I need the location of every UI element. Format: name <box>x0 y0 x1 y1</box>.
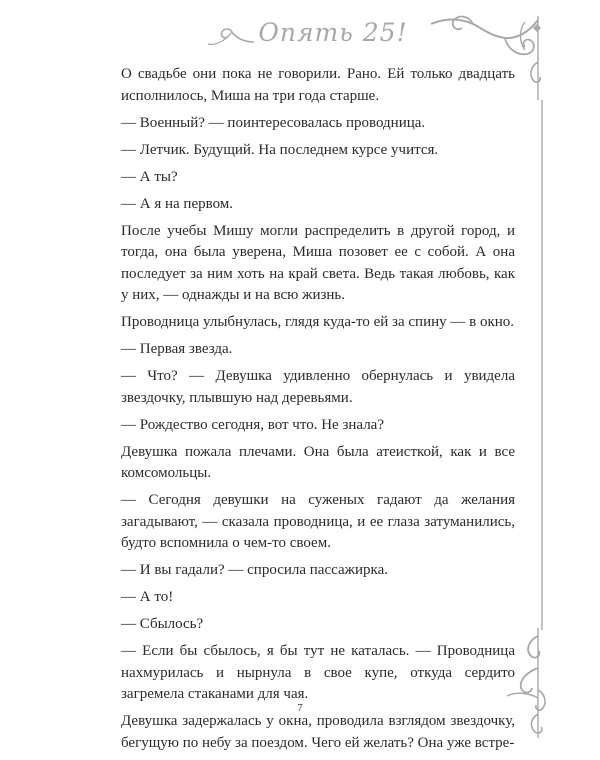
paragraph: — Военный? — поинтересовалась проводница. <box>121 114 426 131</box>
paragraph: Проводница улыбнулась, глядя куда-то ей за спину — в окно. <box>121 314 515 330</box>
paragraph: — И вы гадали? — спросила пассажирка. <box>121 562 388 578</box>
paragraph: — Сбылось? <box>121 616 204 632</box>
paragraph: Девушка пожала плечами. Она была атеисткой, как и все комсомольцы. <box>121 443 515 481</box>
paragraph: — А я на первом. <box>121 195 234 212</box>
paragraph: — А то! <box>121 589 174 605</box>
paragraph: — Сегодня девушки на суженых гадают да желания загадывают, — сказала проводница, и ее глаза затуманились, будто вспомнила о чем-то своем. <box>121 492 515 551</box>
page-number: 7 <box>297 702 303 714</box>
paragraph: — Если бы сбылось, я бы тут не каталась. — Проводница нахмурилась и нырнула в свое купе, откуда сердито загремела стаканами для чая. <box>121 643 515 702</box>
paragraph: — Что? — Девушка удивленно обернулась и увидела звездочку, плывшую над деревьями. <box>121 368 515 406</box>
chapter-header-title: Опять 25! <box>258 18 408 47</box>
body-text <box>121 64 515 760</box>
paragraph: О свадьбе они пока не говорили. Рано. Ей только двадцать исполнилось, Миша на три года старше. <box>121 66 515 104</box>
paragraph: После учебы Мишу могли распределить в другой город, и тогда, она была уверена, Миша позовет ее с собой. А она последует за ним хоть на край света. Ведь такая любовь, как у них, — однажды и на всю жизнь. <box>121 222 515 303</box>
paragraph: — Рождество сегодня, вот что. Не знала? <box>121 416 384 433</box>
paragraph: — Первая звезда. <box>121 341 233 357</box>
right-margin-rule <box>538 100 546 630</box>
paragraph: — А ты? <box>121 168 178 185</box>
paragraph: — Летчик. Будущий. На последнем курсе учится. <box>121 141 439 158</box>
paragraph: Девушка задержалась у окна, проводила взглядом звездочку, бегущую по небу за поездом. Чего ей желать? Она уже встре- <box>121 713 515 751</box>
left-flourish-ornament <box>206 26 256 52</box>
